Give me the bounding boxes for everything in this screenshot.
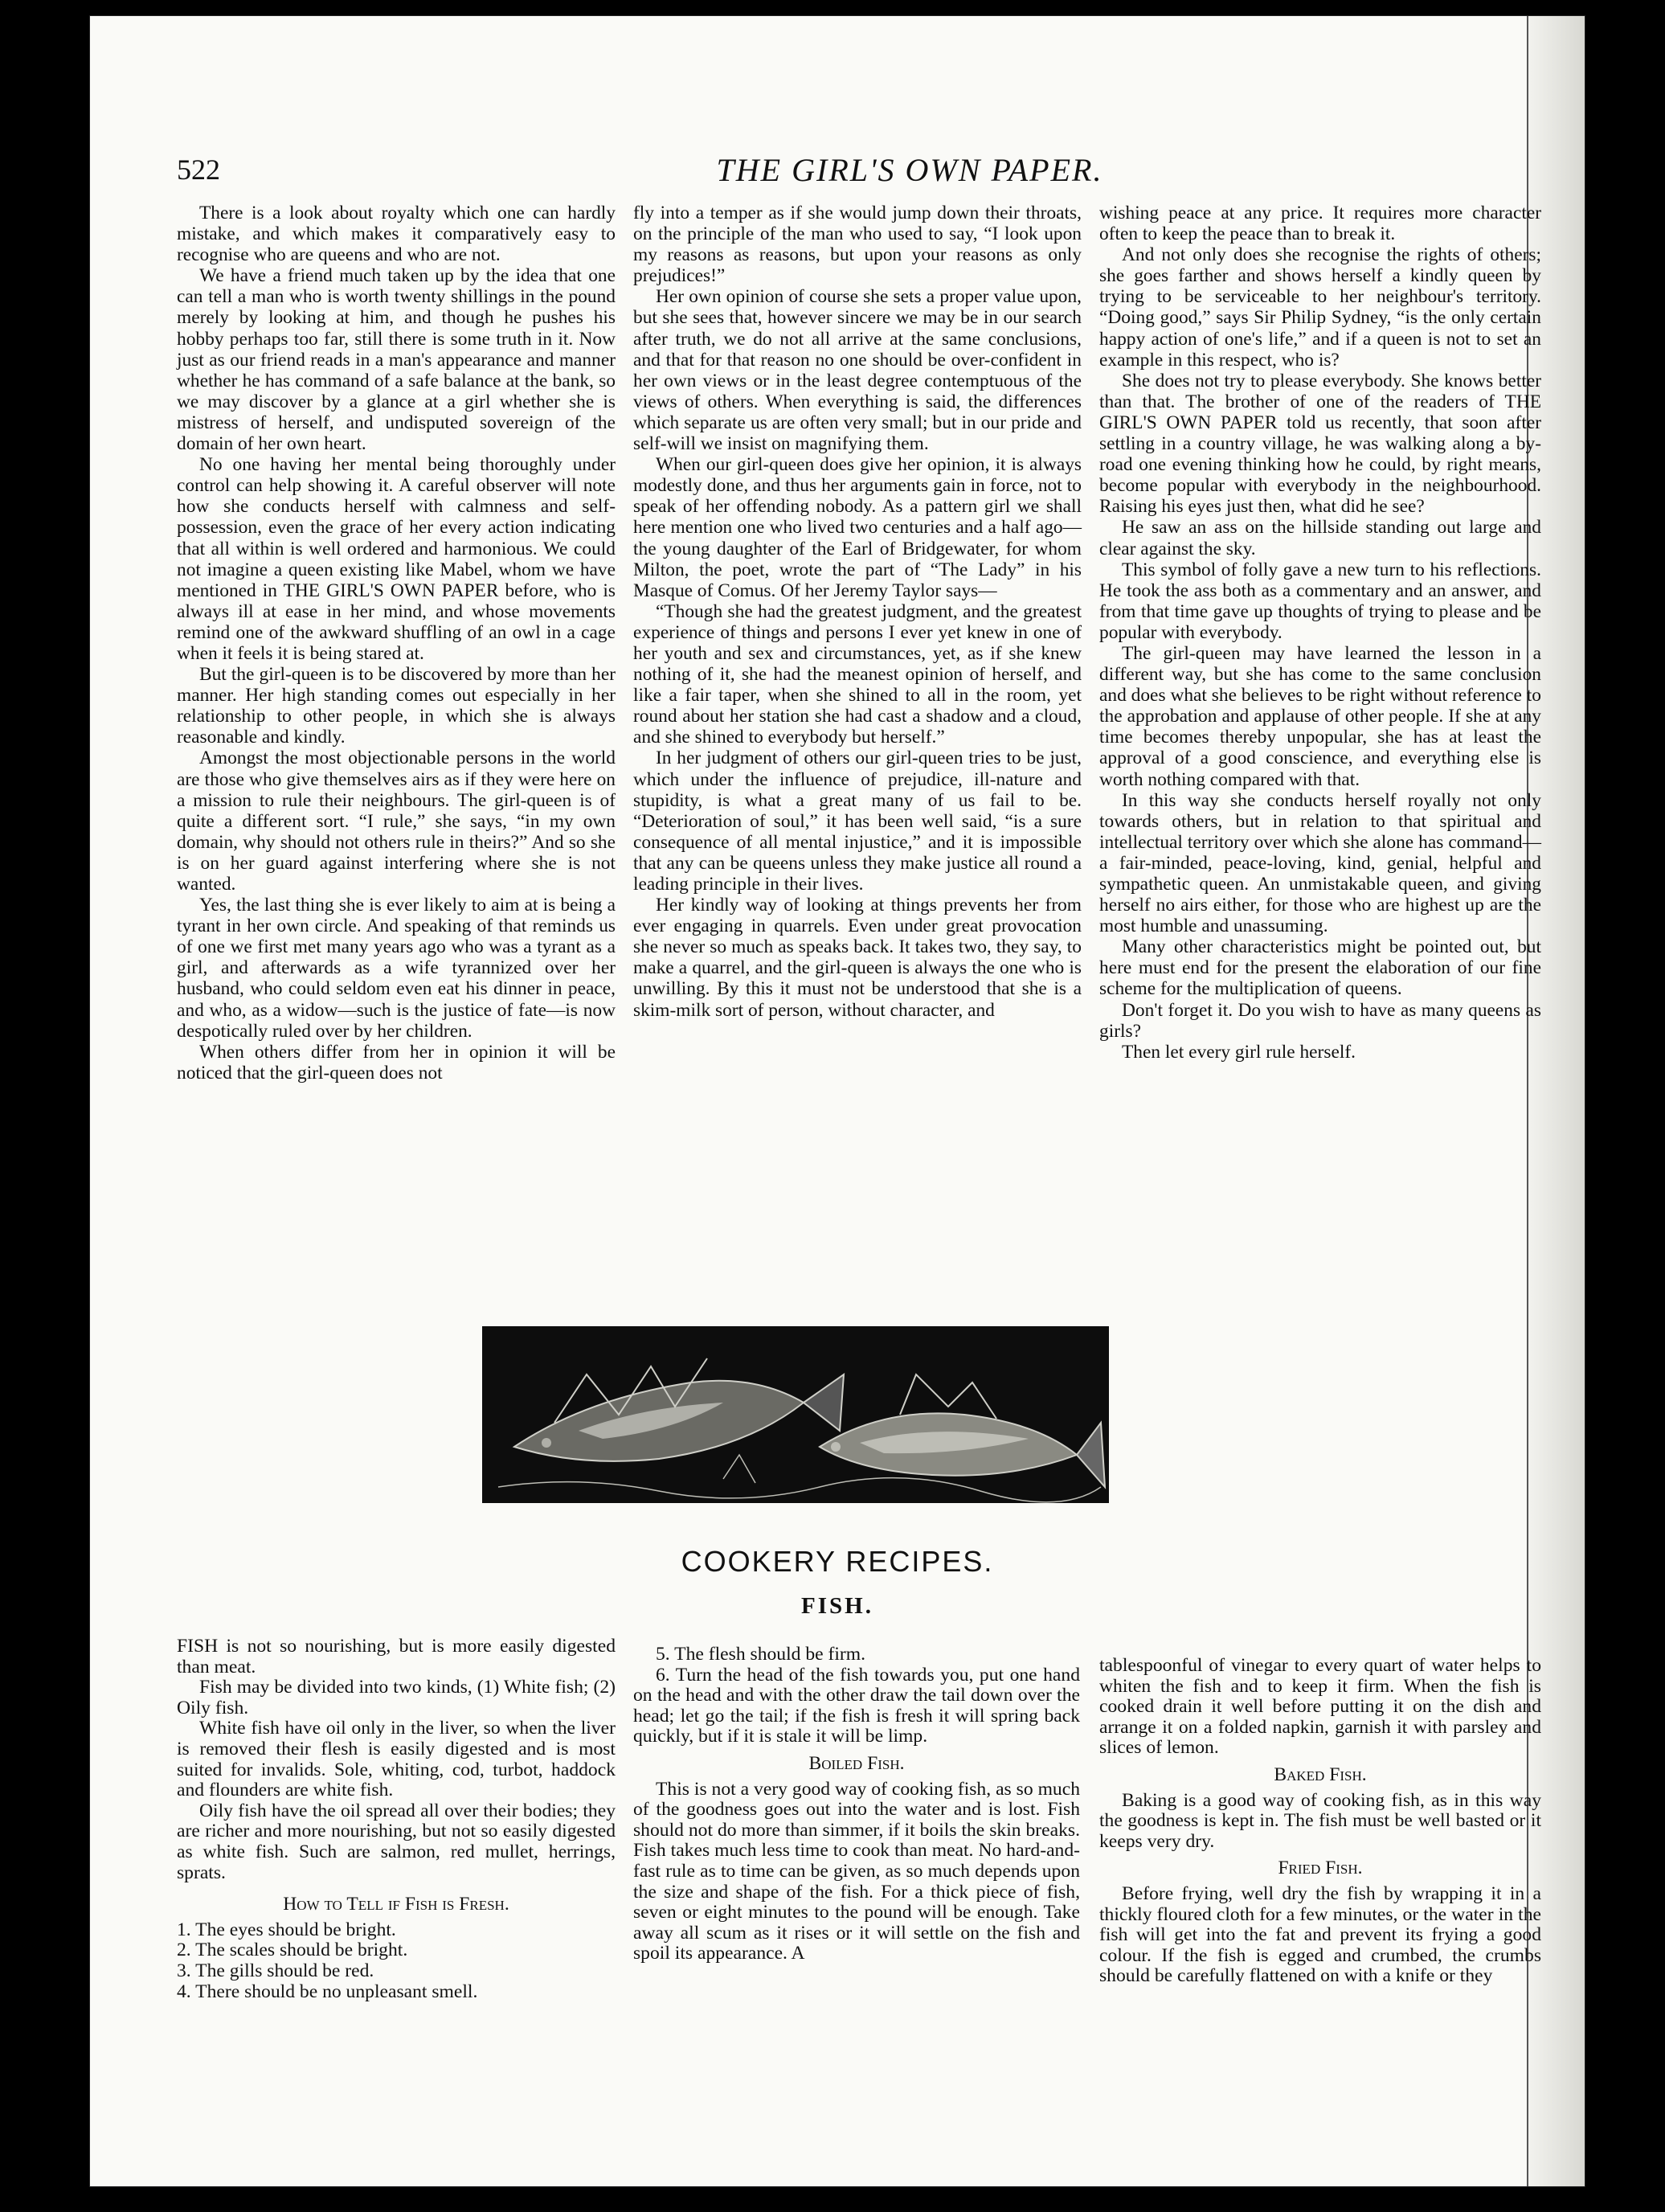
paragraph: Her kindly way of looking at things prevents her from ever engaging in quarrels. Even under great provocation she never so much as speaks back. It takes two, they say, to make a quarrel, and the girl-queen is always the one who is unwilling. By this it must not be understood that she is a skim-milk sort of person, without character, and (633, 895, 1082, 1021)
paragraph: Yes, the last thing she is ever likely to aim at is being a tyrant in her own circle. And speaking of that reminds us of one we first met many years ago who was a tyrant as a girl, and afterwards as a wife tyrannized over her husband, who could seldom even eat his dinner in peace, and who, as a widow—such is the justice of fate—is now despotically ruled over by her children. (177, 895, 616, 1042)
paragraph: Fish may be divided into two kinds, (1) White fish; (2) Oily fish. (177, 1677, 616, 1718)
paragraph: But the girl-queen is to be discovered by more than her manner. Her high standing comes out especially in her relationship to other people, in which she is always reasonable and kindly. (177, 664, 616, 748)
paragraph: In this way she conducts herself royally not only towards others, but in relation to that spiritual and intellectual territory over which she alone has command—a fair-minded, peace-loving, kind, genial, helpful and sympathetic queen. An unmistakable queen, and giving herself no airs either, for those who are highest up are the most humble and unassuming. (1099, 789, 1541, 937)
paragraph: White fish have oil only in the liver, so when the liver is removed their flesh is easily digested and is most suited for invalids. Sole, whiting, cod, turbot, haddock and flounders are white fish. (177, 1718, 616, 1801)
paragraph: Many other characteristics might be pointed out, but here must end for the present the elaboration of our fine scheme for the multiplication of queens. (1099, 936, 1541, 1000)
recipes-column-1 (177, 1636, 616, 2002)
paragraph: When our girl-queen does give her opinion, it is always modestly done, and thus her arguments gain in force, not to speak of her offending nobody. As a pattern girl we shall here mention one who lived two centuries and a half ago—the young daughter of the Earl of Bridgewater, for whom Milton, the poet, wrote the part of “The Lady” in his Masque of Comus. Of her Jeremy Taylor says— (633, 454, 1082, 601)
paragraph: Then let every girl rule herself. (1122, 1041, 1356, 1063)
article-column-2 (633, 203, 1082, 1021)
paragraph: wishing peace at any price. It requires more character often to keep the peace than to break it. (1099, 203, 1541, 245)
fresh-steps-list (177, 1920, 616, 2002)
paragraph: And not only does she recognise the rights of others; she goes farther and shows herself a kindly queen by trying to be serviceable to her neighbour's territory. “Doing good,” says Sir Philip Sydney, “is the only certain happy action of one's life,” and if a queen is not to set an example in this respect, who is? (1099, 244, 1541, 371)
fish-illustration (482, 1326, 1109, 1503)
paragraph: This symbol of folly gave a new turn to his reflections. He took the ass both as a commentary and an answer, and from that time gave up thoughts of trying to please and be popular with everybody. (1099, 559, 1541, 643)
paragraph: tablespoonful of vinegar to every quart of water helps to whiten the fish and to keep it firm. When the fish is cooked drain it well before putting it on the dish and arrange it on a folded napkin, garnish it with parsley and slices of lemon. (1099, 1655, 1541, 1759)
article-column-1 (177, 203, 616, 1083)
page-number: 522 (177, 154, 220, 186)
list-item: 3. The gills should be red. (177, 1960, 374, 1981)
article-column-3 (1099, 203, 1541, 1063)
recipes-title: COOKERY RECIPES. (681, 1545, 994, 1578)
recipes-column-2 (633, 1645, 1080, 1964)
quotation: “Though she had the greatest judgment, and the greatest experience of things and persons I ever yet knew in one of her youth and sex and circumstances, yet, as if she knew nothing of it, she had the meanest opinion of herself, and like a fair taper, when she shined to all in the room, yet round about her station she had cast a shadow and a cloud, and she shined to everybody but herself.” (633, 600, 1082, 748)
recipes-subtitle: FISH. (801, 1593, 873, 1619)
fish-engraving (482, 1326, 1109, 1503)
paragraph: She does not try to please everybody. She knows better than that. The brother of one of the readers of THE GIRL'S OWN PAPER told us recently, that soon after settling in a country village, he was walking along a by-road one evening thinking how he could, by right means, become popular with everybody in the neighbourhood. Raising his eyes just then, what did he see? (1099, 370, 1541, 518)
baked-heading: Baked Fish. (1274, 1763, 1367, 1785)
recipes-column-3 (1099, 1656, 1541, 1987)
paragraph: When others differ from her in opinion it will be noticed that the girl-queen does not (177, 1041, 616, 1083)
paragraph: Don't forget it. Do you wish to have as many queens as girls? (1099, 999, 1541, 1042)
fresh-heading: How to Tell if Fish is Fresh. (283, 1894, 509, 1915)
paragraph: Amongst the most objectionable persons in the world are those who give themselves airs as if they were here on a mission to rule their neighbours. The girl-queen is of quite a different sort. “I rule,” she says, “in my own domain, why should not others rule in theirs?” And so she is on her guard against interfering where she is not wanted. (177, 748, 616, 895)
document-page (90, 16, 1585, 2186)
paragraph: Oily fish have the oil spread all over their bodies; they are richer and more nourishing, but not so easily digested as white fish. Such are salmon, red mullet, herrings, sprats. (177, 1800, 616, 1883)
list-item: 1. The eyes should be bright. (177, 1919, 396, 1940)
paragraph: Baking is a good way of cooking fish, as in this way the goodness is kept in. The fish must be well basted or it keeps very dry. (1099, 1789, 1541, 1852)
paragraph: fly into a temper as if she would jump down their throats, on the principle of the man who used to say, “I look upon my reasons as reasons, but upon your reasons as only prejudices!” (633, 203, 1082, 287)
paragraph: This is not a very good way of cooking fish, as so much of the goodness goes out into the water and is lost. Fish should not do more than simmer, if it boils the skin breaks. Fish takes much less time to cook than meat. No hard-and-fast rule as to time can be given, as so much depends upon the size and shape of the fish. For a thick piece of fish, seven or eight minutes to the pound will be enough. Take away all scum as it rises or it will settle on the fish and spoil its appearance. A (633, 1778, 1080, 1964)
paragraph: No one having her mental being thoroughly under control can help showing it. A careful observer will note how she conducts herself with calmness and self-possession, even the grace of her every action indicating that all within is well ordered and harmonious. We could not imagine a queen existing like Mabel, whom we have mentioned in THE GIRL'S OWN PAPER before, who is always ill at ease in her mind, and whose movements remind one of the awkward shuffling of an owl in a cage when it feels it is being stared at. (177, 454, 616, 664)
list-item: 5. The flesh should be firm. (656, 1644, 866, 1665)
paragraph: He saw an ass on the hillside standing out large and clear against the sky. (1099, 517, 1541, 559)
boiled-heading: Boiled Fish. (808, 1752, 905, 1774)
paragraph: Before frying, well dry the fish by wrapping it in a thickly floured cloth for a few minutes, or the water in the fish will get into the fat and prevent its frying a good colour. If the fish is egged and crumbed, the crumbs should be carefully flattened on with a knife or they (1099, 1882, 1541, 1987)
list-item: 4. There should be no unpleasant smell. (177, 1981, 478, 2002)
paragraph: We have a friend much taken up by the idea that one can tell a man who is worth twenty shillings in the pound merely by looking at him, and though he pushes his hobby perhaps too far, still there is some truth in it. Now just as our friend reads in a man's appearance and manner whether he has command of a safe balance at the bank, so we may discover by a glance at a girl whether she is mistress of herself, and undisputed sovereign of the domain of her own heart. (177, 265, 616, 455)
paragraph: FISH is not so nourishing, but is more easily digested than meat. (177, 1636, 616, 1677)
paragraph: The girl-queen may have learned the lesson in a different way, but she has come to the same conclusion and does what she believes to be right without reference to the approbation and applause of other people. If she at any time becomes thereby unpopular, she has at least the approval of a good conscience, and everything else is worth nothing compared with that. (1099, 642, 1541, 790)
paragraph: In her judgment of others our girl-queen tries to be just, which under the influence of prejudice, ill-nature and stupidity, is what a great many of us fail to be. “Deterioration of soul,” it has been well said, “is a sure consequence of all mental injustice,” and it is impossible that any can be queens unless they make justice all round a leading principle in their lives. (633, 748, 1082, 895)
fried-heading: Fried Fish. (1278, 1858, 1363, 1879)
paragraph: There is a look about royalty which one can hardly mistake, and which makes it comparatively easy to recognise who are queens and who are not. (177, 203, 616, 266)
list-item: 2. The scales should be bright. (177, 1940, 408, 1961)
paragraph: Her own opinion of course she sets a proper value upon, but she sees that, however sincere we may be in our search after truth, we do not all arrive at the same conclusions, and that for that reason no one should be over-confident in her own views or in the least degree contemptuous of the views of others. When everything is said, the differences which separate us are often very small; but in our pride and self-will we insist on magnifying them. (633, 286, 1082, 455)
list-item: 6. Turn the head of the fish towards you, put one hand on the head and with the other draw the tail down over the head; let go the tail; if the fish is fresh it will spring back quickly, but if it is stale it will be limp. (633, 1664, 1080, 1747)
running-title: THE GIRL'S OWN PAPER. (716, 152, 1103, 188)
